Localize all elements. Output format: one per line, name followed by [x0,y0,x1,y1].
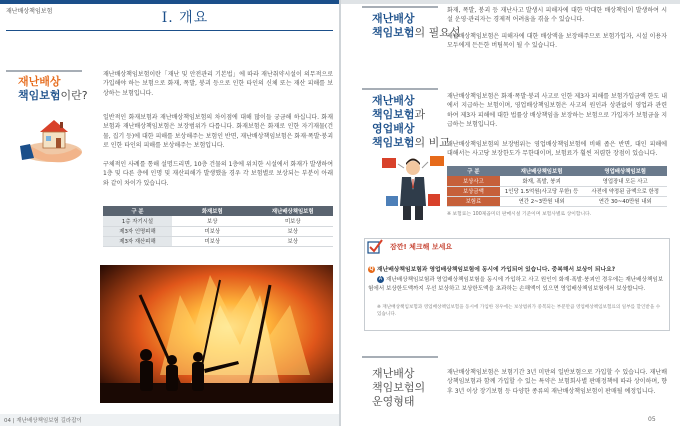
footer-page-label: 04 | 재난배상책임보험 길라잡이 [4,418,82,424]
check-answer: A 재난배상책임보험과 영업배상책임보험을 동시에 가입하고 사고 원인이 화재·폭발·붕괴인 경우에는 재난배상책임보험에서 보상한도액까지 우선 보상하고 보상한도액을 초과하는 손해액이 있으면 영업배상책임보험에서 보상합니다. [368,276,664,292]
section-what-is-title [18,75,88,103]
table-cell: 보험료 [447,196,500,206]
section-compare-title [372,94,450,150]
chapter-underline [6,30,333,31]
table-cell: 보상 [172,216,253,226]
table-header: 재난배상책임보험 [500,166,584,176]
section-compare-title-line4: 책임보험의 비교 [372,136,450,149]
table-cell: 보상금액 [447,186,500,196]
section-necessity-title-line1: 재난배상 [372,12,415,25]
table-cell: 영업장내 모든 사고 [583,176,667,186]
section-necessity-title-line2: 책임보험의 필요성 [372,26,461,39]
table-row [447,196,667,206]
table-cell: 보상 [253,226,334,236]
table-header-row [103,206,333,216]
table-cell: 연간 30~40만원 내외 [583,196,667,206]
section-compare-para2: 재난배상책임보험의 보장범위는 영업배상책임보험에 비해 좁은 반면, 대인 피해에 대해서는 사고당 보장한도가 무한대이며, 보험료가 훨씬 저렴한 장점이 있습니다. [447,141,667,158]
section-bar [362,88,438,90]
table-row [103,226,333,236]
table-row [103,216,333,226]
table-cell: 제3자 재산피해 [103,236,172,246]
right-header-strip [341,0,680,4]
section-what-is-para1: 재난배상책임보험이란「재난 및 안전관리 기본법」에 따라 재난취약시설이 의무적으로 가입해야 하는 보험으로 화재, 폭발, 붕괴 등으로 인한 타인의 신체 또는 재산 피해를 보상하는 보험입니다. [103,71,333,97]
table-footnote: ※ 보험료는 100제곱미터 판매시설 기준이며 보험사별로 상이합니다. [447,212,592,217]
disaster-vs-business-table [447,166,667,207]
table-header: 화재보험 [172,206,253,216]
checkbox-check-icon [366,238,384,256]
answer-badge-icon: A [378,276,383,282]
businessman-illustration [378,150,448,222]
table-cell: 미보상 [172,236,253,246]
chapter-title: Ⅰ. 개요 [161,10,209,26]
table-cell: 보상 [253,236,334,246]
header-tag: 재난배상책임보험 [6,8,53,15]
section-bar [6,70,82,72]
table-cell: 화재, 폭발, 붕괴 [500,176,584,186]
firefighters-photo [100,265,333,403]
table-header: 구 분 [103,206,172,216]
section-necessity-para1: 화재, 폭발, 붕괴 등 재난사고 발생시 피해자에 대한 막대한 배상책임이 발생하여 시설 운영·관리자는 경제적 어려움을 겪을 수 있습니다. [447,7,667,24]
section-operation-title [372,367,425,409]
table-cell: 미보상 [172,226,253,236]
table-row [447,186,667,196]
check-tip-title: 잠깐! 체크해 보세요 [390,243,453,251]
section-compare-title-line1: 재난배상 [372,94,415,107]
check-question: Q 재난배상책임보험과 영업배상책임보험에 동시에 가입되어 있습니다. 중복해서 보상이 되나요? [369,266,616,273]
house-in-hand-illustration [18,108,86,170]
table-cell: 1층 자기시설 [103,216,172,226]
section-what-is-title-line2: 책임보험이란? [18,89,88,102]
section-compare-title-line2: 책임보험과 [372,108,426,121]
table-cell: 1인당 1.5억원(사고당 무한) 등 [500,186,584,196]
section-necessity-para2: 재난배상책임보험은 피해자에 대한 배상액을 보장해주므로 보험가입자, 시설 이용자 모두에게 든든한 버팀목이 될 수 있습니다. [447,33,667,50]
section-bar [362,6,438,8]
section-bar [362,356,438,358]
table-cell: 연간 2~3만원 내외 [500,196,584,206]
section-what-is-para2: 일반적인 화재보험과 재난배상책임보험의 차이점에 대해 많이들 궁금해 하십니다. 화재보험과 재난배상책임보험은 보장범위가 다릅니다. 화재보험은 화재로 인한 자기재물(건물, 집기 등)에 대한 피해를 보상해주는 보험인 반면, 재난배상책임보험은 화재·폭발·붕괴로 인한 타인의 피해를 보상해주는 보험입니다. [103,114,333,149]
section-compare-para1: 재난배상책임보험은 화재·폭발·붕괴 사고로 인한 제3자 피해를 보험가입금액 한도 내에서 지급하는 보험이며, 영업배상책임보험은 사고의 원인과 상관없이 영업과 관련하여 제3자 피해에 대한 법률상 배상책임을 보장하는 보험으로 가입자가 보험금을 지급하는 보험입니다. [447,93,667,128]
question-badge-icon: Q [369,266,374,272]
header-strip [0,0,339,4]
table-header: 영업배상책임보험 [583,166,667,176]
section-compare-title-line3: 영업배상 [372,122,415,135]
section-operation-title-line3: 운영형태 [372,395,415,408]
page-number: 05 [648,416,656,423]
table-cell: 보상사고 [447,176,500,186]
table-header: 재난배상책임보험 [253,206,334,216]
table-row [103,236,333,246]
table-row [447,176,667,186]
table-cell: 미보상 [253,216,334,226]
fire-vs-disaster-table [103,206,333,247]
table-cell: 사전에 약정된 금액으로 한정 [583,186,667,196]
section-operation-para1: 재난배상책임보험은 보험기간 3년 미만의 일반보험으로 가입할 수 있습니다. 재난배상책임보험과 함께 가입할 수 있는 특약은 보험회사별 판매정책에 따라 상이하며, 향후 3년 이상 장기보험 등 다양한 종류의 재난배상책임보험이 판매될 예정입니다. [447,369,667,395]
table-header-row [447,166,667,176]
table-cell: 제3자 인명피해 [103,226,172,236]
section-what-is-para3: 구체적인 사례를 통해 설명드리면, 10층 건물의 1층에 위치한 시설에서 화재가 발생하여 1층 및 다른 층에 인명 및 재산피해가 발생했을 경우 각 보험별로 보상되는 부분이 아래와 같이 차이가 있습니다. [103,161,333,187]
check-answer-note: ※ 재난배상책임보험과 영업배상책임보험을 동시에 가입한 경우에는 보상범위가 중복되는 부분만큼 영업배상책임보험료의 일부를 할인받을 수 있습니다. [377,305,661,317]
section-operation-title-line2: 책임보험의 [372,381,426,394]
section-what-is-title-line1: 재난배상 [18,75,61,88]
section-operation-title-line1: 재난배상 [372,367,415,380]
table-header: 구 분 [447,166,500,176]
